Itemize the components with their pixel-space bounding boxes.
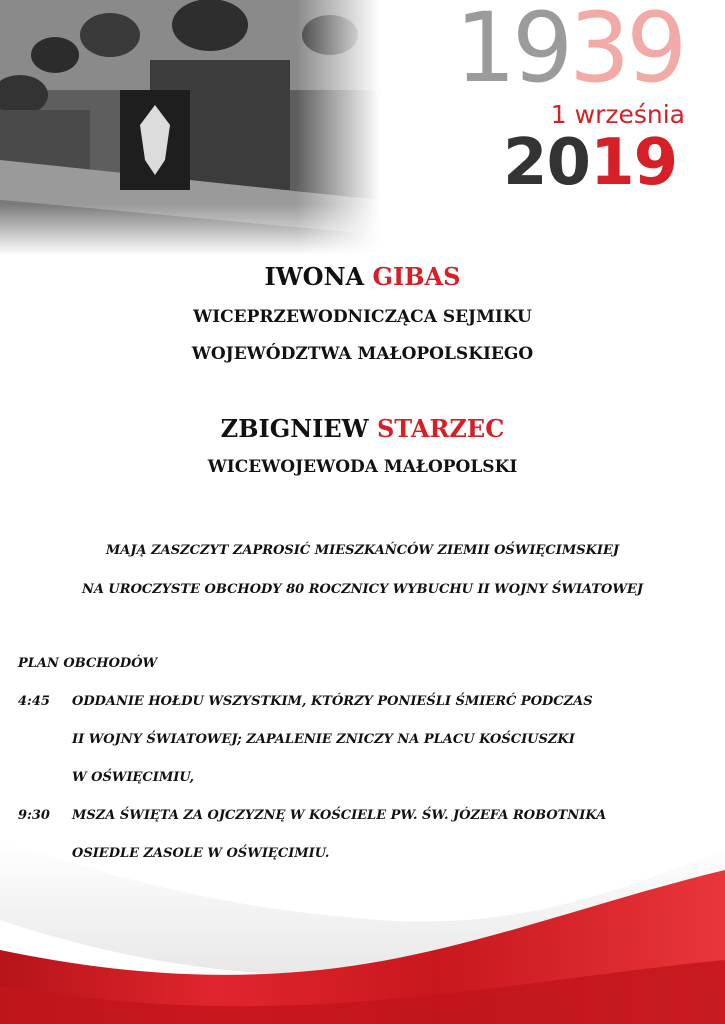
year-1939-part2: 39 xyxy=(569,0,684,104)
year-1939-part1: 19 xyxy=(455,0,570,104)
plan-heading: PLAN OBCHODÓW xyxy=(18,656,158,671)
year-1939 xyxy=(455,0,684,104)
host-2-first-name: ZBIGNIEW xyxy=(220,414,369,443)
historical-photo xyxy=(0,0,380,255)
plan-item-1-line-2: II WOJNY ŚWIATOWEJ; ZAPALENIE ZNICZY NA PLACU KOŚCIUSZKI xyxy=(72,732,575,747)
invitation-line-1: MAJĄ ZASZCZYT ZAPROSIĆ MIESZKAŃCÓW ZIEMII OŚWIĘCIMSKIEJ xyxy=(105,543,620,558)
polish-flag-wave xyxy=(0,810,725,1024)
plan-item-1-line-3: W OŚWIĘCIMIU, xyxy=(72,770,194,785)
host-1-name xyxy=(0,262,725,291)
plan-item-1-line-1: ODDANIE HOŁDU WSZYSTKIM, KTÓRZY PONIEŚLI ŚMIERĆ PODCZAS xyxy=(72,694,593,709)
plan-item-2-time: 9:30 xyxy=(18,808,50,823)
host-1-first-name: IWONA xyxy=(264,262,365,291)
invitation-line-2: NA UROCZYSTE OBCHODY 80 ROCZNICY WYBUCHU II WOJNY ŚWIATOWEJ xyxy=(81,582,644,597)
host-2-title-line-1: WICEWOJEWODA MAŁOPOLSKI xyxy=(207,457,518,477)
plan-item-2-line-1: MSZA ŚWIĘTA ZA OJCZYZNĘ W KOŚCIELE PW. ŚW. JÓZEFA ROBOTNIKA xyxy=(72,808,607,823)
plan-item-2-line-2: OSIEDLE ZASOLE W OŚWIĘCIMIU. xyxy=(72,846,330,861)
plan-item-1-time: 4:45 xyxy=(18,694,50,709)
year-2019-part2: 19 xyxy=(590,126,678,200)
host-1-title-line-1: WICEPRZEWODNICZĄCA SEJMIKU xyxy=(193,307,532,327)
host-2-name xyxy=(0,414,725,443)
year-2019 xyxy=(503,128,677,198)
host-1-last-name: GIBAS xyxy=(372,262,461,291)
date-label: 1 września xyxy=(550,100,685,129)
host-2-last-name: STARZEC xyxy=(376,414,505,443)
year-2019-part1: 20 xyxy=(503,126,591,200)
host-1-title-line-2: WOJEWÓDZTWA MAŁOPOLSKIEGO xyxy=(191,344,534,364)
